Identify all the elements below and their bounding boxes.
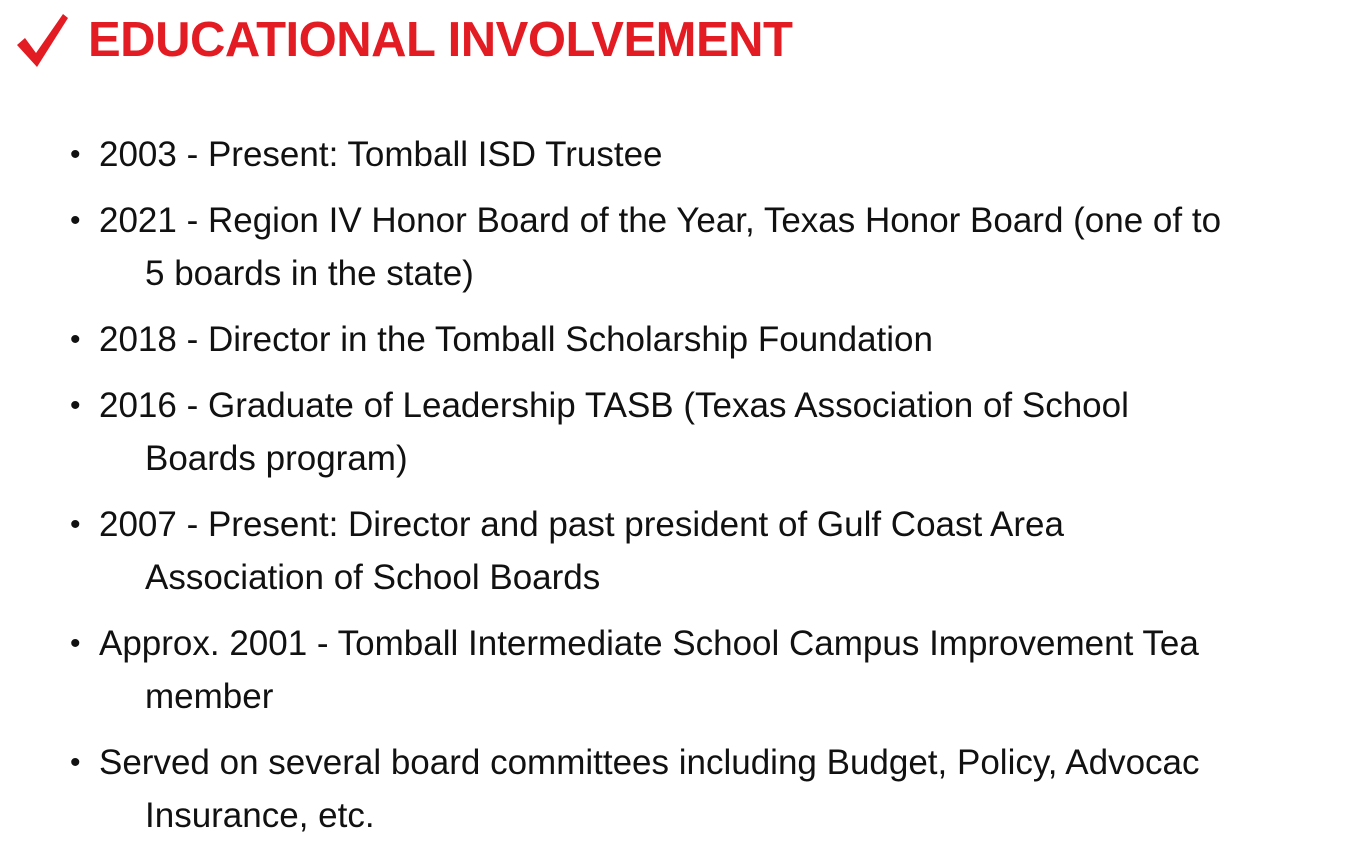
bullet-icon: • [70, 323, 81, 356]
list-item-text: Approx. 2001 - Tomball Intermediate School Campus Improvement Tea [99, 624, 1199, 663]
list-item [70, 617, 1365, 723]
bullet-icon: • [70, 508, 81, 541]
list-item [70, 194, 1365, 300]
section-heading [14, 0, 792, 80]
list-item-text-continued: Insurance, etc. [145, 796, 375, 835]
list-item-text-continued: 5 boards in the state) [145, 254, 474, 293]
list-item [70, 313, 1365, 366]
list-item [70, 498, 1365, 604]
bullet-icon: • [70, 627, 81, 660]
bullet-icon: • [70, 389, 81, 422]
list-item-text: 2003 - Present: Tomball ISD Trustee [99, 135, 663, 174]
list-item-text-continued: Boards program) [145, 439, 408, 478]
section-title: EDUCATIONAL INVOLVEMENT [88, 13, 793, 67]
list-item-text: 2018 - Director in the Tomball Scholarship Foundation [99, 320, 933, 359]
list-item-text: 2021 - Region IV Honor Board of the Year, Texas Honor Board (one of to [99, 201, 1222, 240]
list-item-text: 2016 - Graduate of Leadership TASB (Texas Association of School [99, 386, 1129, 425]
bullet-icon: • [70, 204, 81, 237]
list-item [70, 128, 1365, 181]
list-item [70, 736, 1365, 842]
list-item-text-continued: Association of School Boards [145, 558, 601, 597]
checkmark-icon [14, 10, 70, 70]
list-item-text-continued: member [145, 677, 274, 716]
bullet-icon: • [70, 746, 81, 779]
involvement-list [70, 128, 1365, 855]
list-item-text: 2007 - Present: Director and past president of Gulf Coast Area [99, 505, 1064, 544]
list-item [70, 379, 1365, 485]
bullet-icon: • [70, 138, 81, 171]
list-item-text: Served on several board committees including Budget, Policy, Advocac [99, 743, 1200, 782]
